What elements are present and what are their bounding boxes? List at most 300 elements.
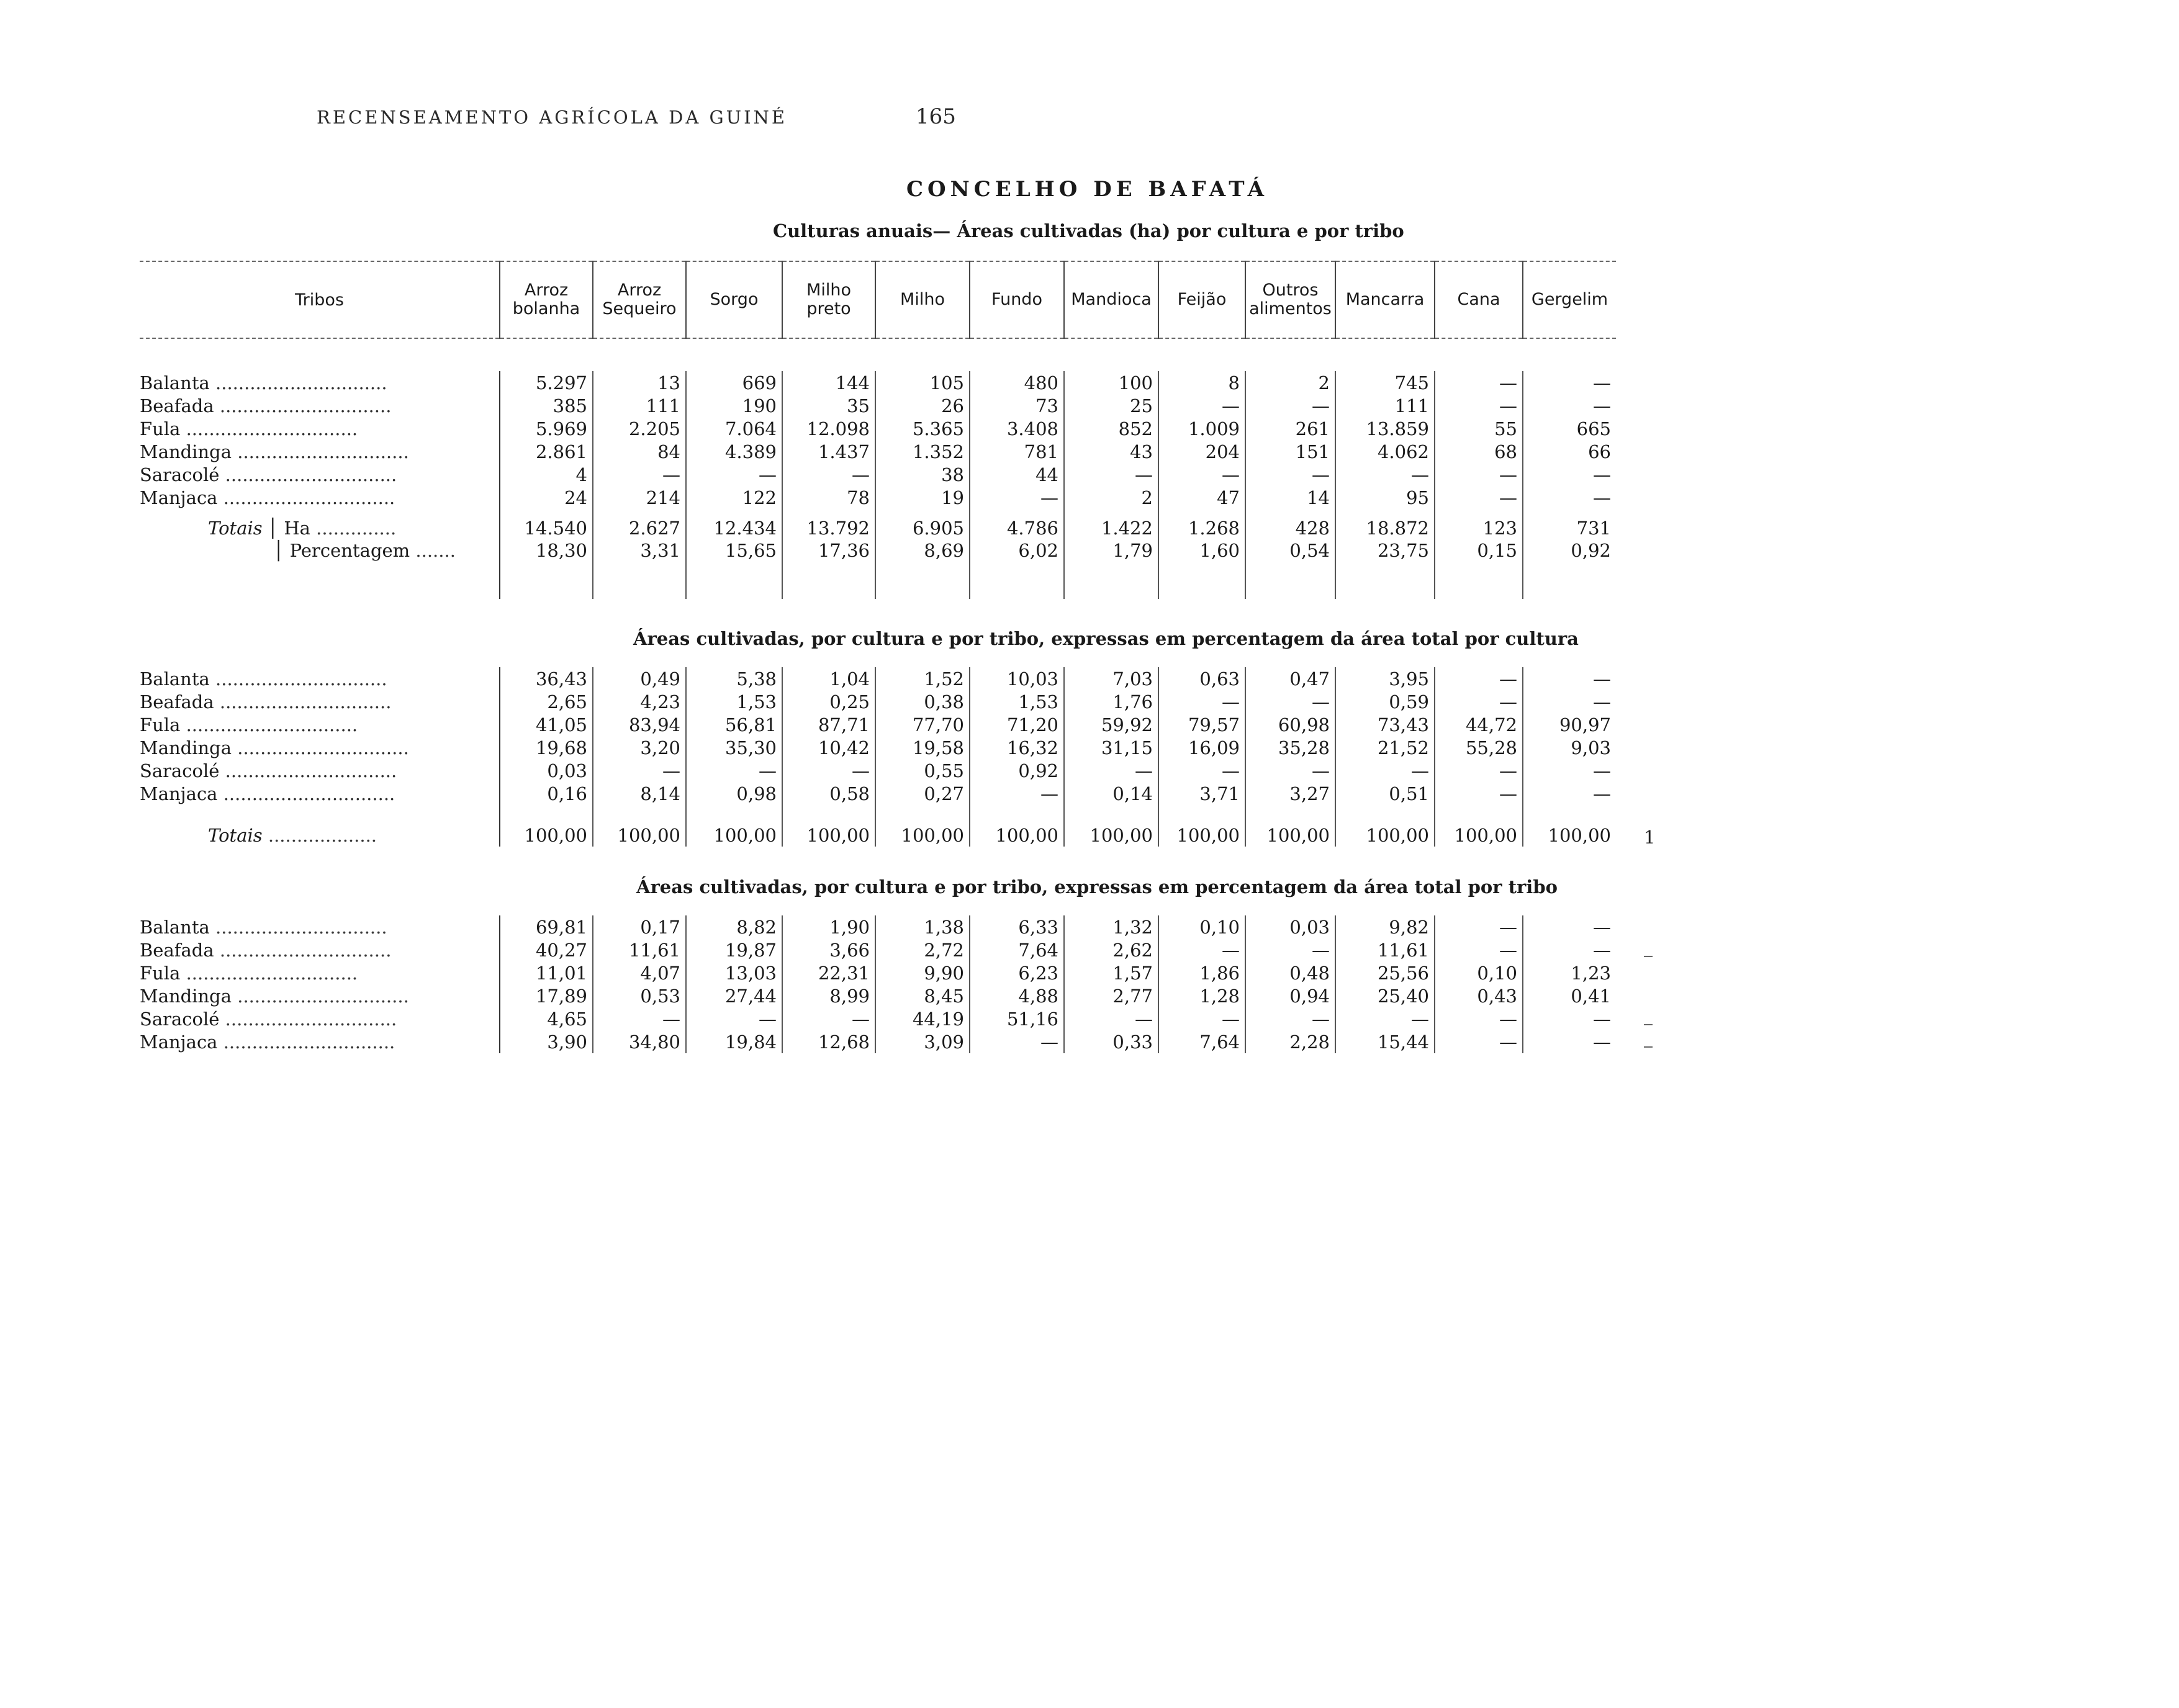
value-cell: 1,52 — [875, 667, 970, 690]
value-cell: 731 — [1576, 518, 1611, 539]
value-cell: 0,98 — [686, 782, 782, 805]
value-cell: 1,90 — [782, 915, 875, 938]
value-cell: 44,19 — [875, 1007, 970, 1030]
section-hectares-table — [140, 371, 1616, 599]
value-cell: 56,81 — [686, 713, 782, 736]
value-cell: 0,54 — [1245, 539, 1335, 562]
value-cell: 25 — [1064, 394, 1158, 417]
value-cell: 13.859 — [1335, 417, 1435, 440]
value-cell: 68 — [1435, 440, 1523, 463]
value-cell: 100,00 — [593, 824, 686, 847]
value-cell: 5,38 — [686, 667, 782, 690]
dot-leader: .............................. — [214, 395, 392, 416]
value-cell: — — [1435, 690, 1523, 713]
value-cell: 19,68 — [500, 736, 593, 759]
value-cell: 2.205 — [593, 417, 686, 440]
value-cell: 8,45 — [875, 984, 970, 1007]
running-head: RECENSEAMENTO AGRÍCOLA DA GUINÉ — [317, 107, 788, 128]
tribe-cell — [140, 440, 500, 463]
spacer-cell — [686, 805, 782, 824]
value-cell: 8,69 — [875, 539, 970, 562]
value-cell: 100,00 — [1335, 824, 1435, 847]
value-cell: 781 — [970, 440, 1064, 463]
value-cell: — — [1245, 938, 1335, 961]
section-by-tribe-table — [140, 915, 1616, 1053]
value-cell: 71,20 — [970, 713, 1064, 736]
value-cell: — — [782, 463, 875, 486]
value-cell: 8,14 — [593, 782, 686, 805]
value-cell: 0,38 — [875, 690, 970, 713]
value-cell: 43 — [1064, 440, 1158, 463]
value-cell: 123 — [1435, 509, 1523, 539]
value-cell: — — [1158, 463, 1245, 486]
dot-leader: .............................. — [217, 783, 395, 804]
value-cell: 5.365 — [875, 417, 970, 440]
tribe-name: Manjaca — [140, 783, 218, 804]
tribe-name: Manjaca — [140, 487, 218, 508]
value-cell: 4,88 — [970, 984, 1064, 1007]
dot-leader: .............................. — [232, 441, 409, 462]
dot-leader: .............................. — [217, 487, 395, 508]
column-head-line: Mancarra — [1345, 290, 1425, 309]
tribe-cell — [140, 417, 500, 440]
tribe-name: Fula — [140, 418, 181, 439]
spacer-cell — [1335, 562, 1435, 599]
table-row — [140, 713, 1616, 736]
value-cell: 66 — [1588, 441, 1611, 462]
tribe-cell — [140, 690, 500, 713]
value-cell: 84 — [593, 440, 686, 463]
spacer-row — [140, 805, 1616, 824]
value-cell: 0,48 — [1245, 961, 1335, 984]
spacer-cell — [500, 562, 593, 599]
value-cell: — — [1593, 372, 1611, 393]
value-cell: 11,01 — [500, 961, 593, 984]
value-cell: 24 — [500, 486, 593, 509]
value-cell: 2 — [1245, 371, 1335, 394]
value-cell: — — [1158, 759, 1245, 782]
table-row — [140, 736, 1616, 759]
spacer-cell — [1435, 805, 1523, 824]
value-cell: 3,95 — [1335, 667, 1435, 690]
tribe-name: Saracolé — [140, 1008, 220, 1030]
value-cell: 100,00 — [875, 824, 970, 847]
value-cell: 0,53 — [593, 984, 686, 1007]
value-cell: 4,07 — [593, 961, 686, 984]
value-cell: 669 — [686, 371, 782, 394]
value-cell: 22,31 — [782, 961, 875, 984]
value-cell: 0,03 — [1245, 915, 1335, 938]
totals-label-cell — [140, 824, 500, 847]
value-cell: 79,57 — [1158, 713, 1245, 736]
value-cell: 90,97 — [1559, 714, 1611, 735]
spacer-cell — [593, 805, 686, 824]
value-cell: 16,32 — [970, 736, 1064, 759]
value-cell: 6,02 — [970, 539, 1064, 562]
brace-mark: │ — [267, 518, 284, 539]
column-head-line: Sequeiro — [602, 299, 677, 318]
value-cell: 25,40 — [1335, 984, 1435, 1007]
value-cell: — — [1593, 760, 1611, 781]
value-cell: 1.437 — [782, 440, 875, 463]
tribe-cell — [140, 961, 500, 984]
value-cell: 15,65 — [686, 539, 782, 562]
value-cell: 3,20 — [593, 736, 686, 759]
value-cell: — — [1435, 667, 1523, 690]
dot-leader: .............................. — [232, 985, 409, 1007]
tribe-name: Beafada — [140, 939, 214, 961]
value-cell: 87,71 — [782, 713, 875, 736]
dot-leader: .............................. — [219, 464, 397, 485]
value-cell: 6.905 — [875, 509, 970, 539]
value-cell: — — [1593, 1008, 1611, 1030]
value-cell: 31,15 — [1064, 736, 1158, 759]
column-head-line: Mandioca — [1071, 290, 1152, 309]
value-cell: 9,03 — [1571, 737, 1611, 758]
value-cell: 2,65 — [500, 690, 593, 713]
spacer-cell — [140, 805, 500, 824]
value-cell: 1.422 — [1064, 509, 1158, 539]
value-cell: 51,16 — [970, 1007, 1064, 1030]
column-head — [782, 261, 875, 338]
dot-leader: .............................. — [232, 737, 409, 758]
value-cell: 0,92 — [970, 759, 1064, 782]
value-cell: — — [1064, 463, 1158, 486]
value-cell: — — [593, 1007, 686, 1030]
spacer-row — [140, 562, 1616, 599]
value-cell: — — [782, 759, 875, 782]
value-cell: 78 — [782, 486, 875, 509]
value-cell: 7,03 — [1064, 667, 1158, 690]
dot-leader: .............................. — [219, 1008, 397, 1030]
value-cell: — — [1335, 463, 1435, 486]
value-cell: 34,80 — [593, 1030, 686, 1053]
column-head — [875, 261, 970, 338]
column-head-line: Feijão — [1177, 290, 1227, 309]
tribe-name: Balanta — [140, 372, 210, 393]
value-cell: 11,61 — [593, 938, 686, 961]
spacer-cell — [875, 805, 970, 824]
table-row — [140, 984, 1616, 1007]
value-cell: 9,82 — [1335, 915, 1435, 938]
spacer-cell — [500, 805, 593, 824]
value-cell: 9,90 — [875, 961, 970, 984]
spacer-cell — [1064, 805, 1158, 824]
totals-label: Totais — [208, 518, 263, 539]
table-row — [140, 690, 1616, 713]
value-cell: 4,65 — [500, 1007, 593, 1030]
value-cell: 21,52 — [1335, 736, 1435, 759]
value-cell: 0,17 — [593, 915, 686, 938]
value-cell: 26 — [875, 394, 970, 417]
value-cell: 428 — [1245, 509, 1335, 539]
value-cell: 5.969 — [500, 417, 593, 440]
column-head-line: Gergelim — [1531, 290, 1608, 309]
value-cell: 2,77 — [1064, 984, 1158, 1007]
tribe-name: Fula — [140, 714, 181, 735]
value-cell: — — [1245, 690, 1335, 713]
value-cell: 111 — [593, 394, 686, 417]
dot-leader: .............................. — [214, 939, 392, 961]
value-cell: 40,27 — [500, 938, 593, 961]
table-row — [140, 782, 1616, 805]
dot-leader: .............................. — [219, 760, 397, 781]
table-row — [140, 759, 1616, 782]
value-cell: 480 — [970, 371, 1064, 394]
value-cell: 100,00 — [782, 824, 875, 847]
value-cell: 0,43 — [1435, 984, 1523, 1007]
value-cell: 0,15 — [1435, 539, 1523, 562]
value-cell: 95 — [1335, 486, 1435, 509]
column-head — [970, 261, 1064, 338]
value-cell: 3.408 — [970, 417, 1064, 440]
value-cell: — — [1435, 759, 1523, 782]
value-cell: 100,00 — [1548, 824, 1611, 846]
value-cell: 1,86 — [1158, 961, 1245, 984]
value-cell: 17,36 — [782, 539, 875, 562]
value-cell: 0,10 — [1435, 961, 1523, 984]
column-head — [1435, 261, 1523, 338]
spacer-cell — [1158, 805, 1245, 824]
value-cell: 19 — [875, 486, 970, 509]
value-cell: 73 — [970, 394, 1064, 417]
value-cell: 18,30 — [500, 539, 593, 562]
value-cell: — — [1335, 759, 1435, 782]
tribe-name: Balanta — [140, 916, 210, 938]
value-cell: 745 — [1335, 371, 1435, 394]
value-cell: 3,27 — [1245, 782, 1335, 805]
column-header — [140, 261, 1616, 339]
table-row — [140, 1007, 1616, 1030]
column-head — [1245, 261, 1335, 338]
value-cell: 83,94 — [593, 713, 686, 736]
value-cell: — — [1593, 487, 1611, 508]
value-cell: 7.064 — [686, 417, 782, 440]
spacer-cell — [1523, 562, 1616, 599]
value-cell: 18.872 — [1335, 509, 1435, 539]
column-head — [593, 261, 686, 338]
value-cell: 13 — [593, 371, 686, 394]
column-head-line: Outros — [1262, 281, 1319, 300]
value-cell: — — [1435, 371, 1523, 394]
value-cell: 0,51 — [1335, 782, 1435, 805]
value-cell: — — [1158, 938, 1245, 961]
spacer-cell — [782, 562, 875, 599]
value-cell: — — [1435, 938, 1523, 961]
value-cell: 1,57 — [1064, 961, 1158, 984]
dot-leader: .............................. — [180, 714, 358, 735]
value-cell: 0,16 — [500, 782, 593, 805]
table-row — [140, 463, 1616, 486]
table-row — [140, 371, 1616, 394]
value-cell: — — [1593, 916, 1611, 938]
value-cell: 1.352 — [875, 440, 970, 463]
value-cell: 0,63 — [1158, 667, 1245, 690]
tribe-name: Saracolé — [140, 464, 220, 485]
value-cell: — — [1064, 1007, 1158, 1030]
tribe-name: Fula — [140, 962, 181, 984]
value-cell: 5.297 — [500, 371, 593, 394]
value-cell: 100,00 — [1245, 824, 1335, 847]
value-cell: 2,72 — [875, 938, 970, 961]
value-cell: 10,03 — [970, 667, 1064, 690]
value-cell: 111 — [1335, 394, 1435, 417]
cropped-edge-mark: 1 — [1644, 827, 1656, 848]
spacer-cell — [970, 562, 1064, 599]
table-row — [140, 394, 1616, 417]
table-row — [140, 1030, 1616, 1053]
spacer-cell — [1435, 562, 1523, 599]
value-cell: — — [1158, 690, 1245, 713]
spacer-cell — [1245, 805, 1335, 824]
value-cell: 0,14 — [1064, 782, 1158, 805]
value-cell: 12.098 — [782, 417, 875, 440]
value-cell: — — [1435, 486, 1523, 509]
value-cell: 1,79 — [1064, 539, 1158, 562]
value-cell: 4,23 — [593, 690, 686, 713]
value-cell: 69,81 — [500, 915, 593, 938]
value-cell: — — [1593, 1031, 1611, 1053]
value-cell: 151 — [1245, 440, 1335, 463]
column-head — [1335, 261, 1435, 338]
value-cell: 55 — [1435, 417, 1523, 440]
value-cell: — — [1245, 759, 1335, 782]
value-cell: 0,10 — [1158, 915, 1245, 938]
value-cell: 41,05 — [500, 713, 593, 736]
value-cell: 11,61 — [1335, 938, 1435, 961]
value-cell: 100,00 — [970, 824, 1064, 847]
dot-leader: .............................. — [180, 962, 358, 984]
value-cell: — — [782, 1007, 875, 1030]
dot-leader: .............................. — [209, 668, 387, 690]
table-row — [140, 667, 1616, 690]
column-head-line: Fundo — [991, 290, 1042, 309]
value-cell: 3,66 — [782, 938, 875, 961]
section-by-crop-table — [140, 667, 1616, 847]
tribe-name: Manjaca — [140, 1031, 218, 1053]
value-cell: 12,68 — [782, 1030, 875, 1053]
value-cell: — — [970, 486, 1064, 509]
table-subtitle: Culturas anuais— Áreas cultivadas (ha) por cultura e por tribo — [773, 220, 1404, 241]
totals-label-cell — [140, 539, 500, 562]
totals-row — [140, 509, 1616, 539]
tribe-cell — [140, 394, 500, 417]
dot-leader: .............. — [310, 518, 397, 539]
value-cell: 190 — [686, 394, 782, 417]
value-cell: — — [1335, 1007, 1435, 1030]
value-cell: 0,92 — [1571, 539, 1611, 561]
value-cell: 0,94 — [1245, 984, 1335, 1007]
spacer-cell — [1245, 562, 1335, 599]
tribe-name: Mandinga — [140, 441, 232, 462]
value-cell: 0,59 — [1335, 690, 1435, 713]
value-cell: 1,53 — [970, 690, 1064, 713]
value-cell: 36,43 — [500, 667, 593, 690]
tribe-cell — [140, 782, 500, 805]
value-cell: 1.268 — [1158, 509, 1245, 539]
column-head — [1523, 261, 1616, 338]
value-cell: 1,38 — [875, 915, 970, 938]
table-row — [140, 938, 1616, 961]
column-head-line: Sorgo — [710, 290, 759, 309]
spacer-cell — [1158, 562, 1245, 599]
value-cell: 27,44 — [686, 984, 782, 1007]
value-cell: 2 — [1064, 486, 1158, 509]
value-cell: 13.792 — [782, 509, 875, 539]
value-cell: — — [593, 463, 686, 486]
edge-tick — [1644, 956, 1653, 957]
value-cell: 665 — [1576, 418, 1611, 439]
value-cell: 0,55 — [875, 759, 970, 782]
value-cell: — — [970, 1030, 1064, 1053]
tribe-cell — [140, 915, 500, 938]
value-cell: 1,23 — [1571, 962, 1611, 984]
value-cell: 73,43 — [1335, 713, 1435, 736]
value-cell: 4.786 — [970, 509, 1064, 539]
value-cell: 8,99 — [782, 984, 875, 1007]
value-cell: 35,30 — [686, 736, 782, 759]
value-cell: 0,47 — [1245, 667, 1335, 690]
page-number: 165 — [916, 104, 956, 129]
table-row — [140, 961, 1616, 984]
value-cell: 16,09 — [1158, 736, 1245, 759]
dot-leader: .............................. — [180, 418, 358, 439]
tribe-cell — [140, 938, 500, 961]
tribe-name: Balanta — [140, 668, 210, 690]
page-title: CONCELHO DE BAFATÁ — [906, 177, 1269, 202]
value-cell: 13,03 — [686, 961, 782, 984]
value-cell: 2,62 — [1064, 938, 1158, 961]
value-cell: 44 — [970, 463, 1064, 486]
value-cell: — — [1435, 1007, 1523, 1030]
value-cell: 12.434 — [686, 509, 782, 539]
totals-label-cell — [140, 509, 500, 539]
tribe-name: Saracolé — [140, 760, 220, 781]
value-cell: 35,28 — [1245, 736, 1335, 759]
tribe-cell — [140, 1007, 500, 1030]
table-row — [140, 915, 1616, 938]
value-cell: 6,33 — [970, 915, 1064, 938]
value-cell: 1,32 — [1064, 915, 1158, 938]
value-cell: 261 — [1245, 417, 1335, 440]
section-by-tribe-title: Áreas cultivadas, por cultura e por tribo, expressas em percentagem da área total por tribo — [636, 876, 1558, 897]
tribe-name: Mandinga — [140, 737, 232, 758]
value-cell: 144 — [782, 371, 875, 394]
value-cell: 204 — [1158, 440, 1245, 463]
totals-sublabel: Ha — [284, 518, 310, 539]
tribe-name: Beafada — [140, 395, 214, 416]
value-cell: — — [1435, 915, 1523, 938]
value-cell: 6,23 — [970, 961, 1064, 984]
tribe-name: Mandinga — [140, 985, 232, 1007]
spacer-cell — [593, 562, 686, 599]
tribe-cell — [140, 759, 500, 782]
value-cell: 23,75 — [1335, 539, 1435, 562]
value-cell: 4 — [500, 463, 593, 486]
value-cell: 8,82 — [686, 915, 782, 938]
column-head-line: Arroz — [617, 281, 662, 300]
tribe-cell — [140, 667, 500, 690]
value-cell: 17,89 — [500, 984, 593, 1007]
value-cell: 15,44 — [1335, 1030, 1435, 1053]
dot-leader: ................... — [262, 824, 377, 846]
value-cell: 1,53 — [686, 690, 782, 713]
value-cell: — — [1435, 463, 1523, 486]
value-cell: 0,41 — [1571, 985, 1611, 1007]
value-cell: 2.861 — [500, 440, 593, 463]
value-cell: 19,84 — [686, 1030, 782, 1053]
value-cell: 7,64 — [970, 938, 1064, 961]
